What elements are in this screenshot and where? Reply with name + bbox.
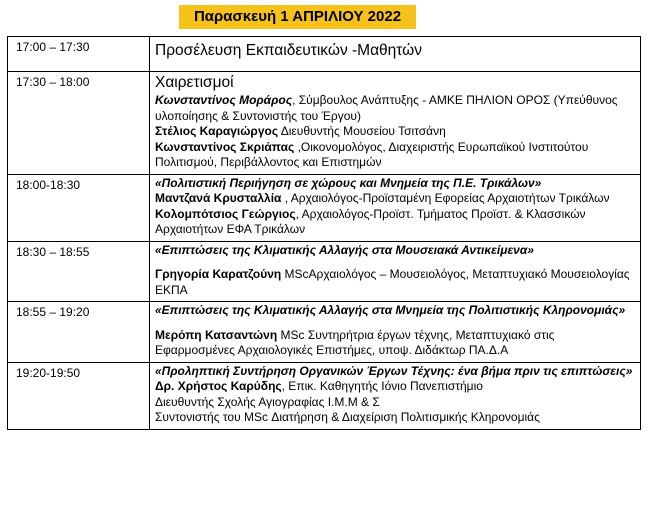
speaker-entry (155, 191, 636, 207)
spacer (155, 258, 636, 267)
session-content (150, 72, 641, 175)
speaker-role: , Αρχαιολόγος-Προϊστ. Τμήματος Προϊστ. & Κλασσικών Αρχαιοτήτων ΕΦΑ Τρικάλων (155, 206, 586, 236)
schedule-table (7, 36, 641, 430)
session-title: «Πολιτιστική Περιήγηση σε χώρους και Μνημεία της Π.Ε. Τρικάλων» (155, 175, 542, 190)
table-row (8, 302, 641, 363)
session-content (150, 362, 641, 429)
speaker-entry (155, 140, 636, 171)
speaker-role: MSc Συντηρήτρια έργων τέχνης, Μεταπτυχιακό στις Εφαρμοσμένες Αρχαιολογικές Επιστήμες, υποψ. Διδάκτωρ ΠΑ.Δ.Α (155, 327, 555, 357)
session-title: «Επιπτώσεις της Κλιματικής Αλλαγής στα Μνημεία της Πολιτιστικής Κληρονομιάς» (155, 303, 626, 317)
speaker-name: Γρηγορία Καρατζούνη (155, 267, 282, 281)
speaker-entry (155, 267, 636, 298)
speaker-entry (155, 207, 636, 238)
date-title: Παρασκευή 1 ΑΠΡΙΛΙΟΥ 2022 (193, 8, 402, 25)
speaker-entry (155, 93, 636, 124)
session-title: Προσέλευση Εκπαιδευτικών -Μαθητών (155, 42, 423, 59)
date-banner (179, 5, 416, 29)
time-cell: 18:55 – 19:20 (8, 302, 150, 363)
session-title: «Προληπτική Συντήρηση Οργανικών Έργων Τέχνης: ένα βήμα πριν τις επιπτώσεις» (155, 363, 633, 378)
speaker-name: Μερόπη Κατσαντώνη (155, 327, 278, 342)
speaker-name: Κωνσταντίνος Σκριάπας (155, 139, 295, 154)
table-row (8, 241, 641, 302)
speaker-role: Διευθυντής Μουσείου Τσιτσάνη (278, 124, 446, 138)
speaker-role: , Αρχαιολόγος-Προϊσταμένη Εφορείας Αρχαιοτήτων Τρικάλων (281, 191, 610, 205)
time-cell: 18:00-18:30 (8, 174, 150, 241)
speaker-role: , Επικ. Καθηγητής Ιόνιο Πανεπιστήμιο (281, 379, 483, 393)
speaker-name: Δρ. Χρήστος Καρύδης (155, 379, 282, 393)
session-content (150, 37, 641, 72)
session-content (150, 174, 641, 241)
speaker-name: Κωνσταντίνος Μοράρος (155, 93, 293, 107)
speaker-entry (155, 124, 636, 140)
speaker-name: Κολομπότσιος Γεώργιος (155, 206, 296, 221)
speaker-role-line: Συντονιστής του MSc Διατήρηση & Διαχείριση Πολιτισμικής Κληρονομιάς (155, 410, 540, 424)
table-row (8, 37, 641, 72)
spacer (155, 319, 636, 328)
speaker-role: ,Οικονομολόγος, Διαχειριστής Ευρωπαϊκού Ινστιτούτου Πολιτισμού, Περιβάλλοντος και Επιστημών (155, 139, 589, 169)
time-cell: 18:30 – 18:55 (8, 241, 150, 302)
speaker-role: MScΑρχαιολόγος – Μουσειολόγος, Μεταπτυχιακό Μουσειολογίας ΕΚΠΑ (155, 267, 630, 297)
time-cell: 17:30 – 18:00 (8, 72, 150, 175)
table-row (8, 174, 641, 241)
session-content (150, 302, 641, 363)
speaker-role-line: Διευθυντής Σχολής Αγιογραφίας Ι.Μ.Μ & Σ (155, 394, 380, 409)
speaker-role: , Σύμβουλος Ανάπτυξης - ΑΜΚΕ ΠΗΛΙΟΝ ΟΡΟΣ (Υπεύθυνος υλοποίησης & Συντονιστής του Έργου) (155, 93, 618, 123)
table-row (8, 362, 641, 429)
speaker-name: Στέλιος Καραγιώργος (155, 124, 279, 138)
table-row (8, 72, 641, 175)
session-title: Χαιρετισμοί (155, 74, 234, 91)
time-cell: 19:20-19:50 (8, 362, 150, 429)
session-title: «Επιπτώσεις της Κλιματικής Αλλαγής στα Μουσειακά Αντικείμενα» (155, 242, 534, 257)
speaker-entry (155, 379, 636, 395)
speaker-name: Μαντζανά Κρυσταλλία (155, 191, 282, 205)
session-content (150, 241, 641, 302)
speaker-entry (155, 328, 636, 359)
time-cell: 17:00 – 17:30 (8, 37, 150, 72)
